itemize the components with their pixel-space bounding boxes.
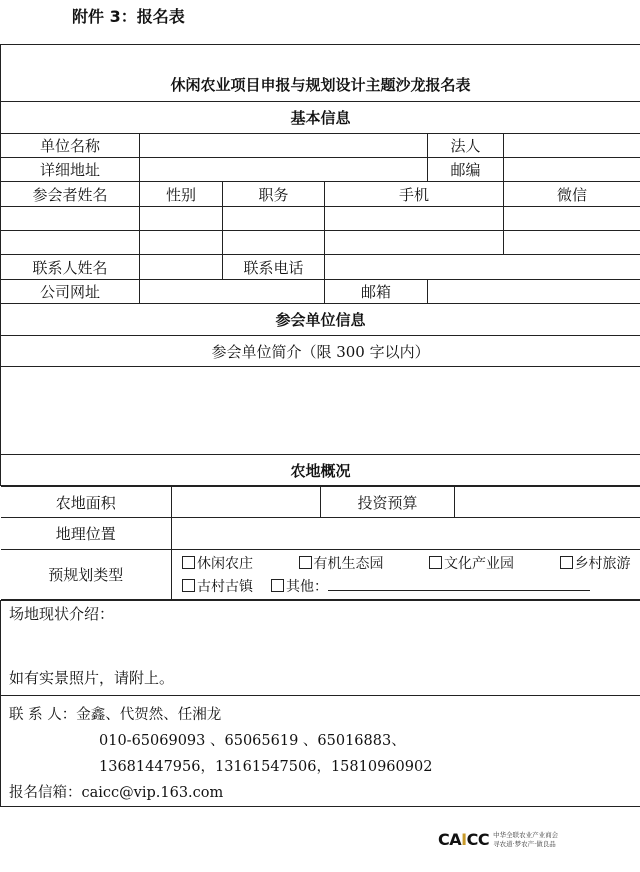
checkbox-icon[interactable] [271,579,284,592]
email-field[interactable] [428,280,640,304]
address-field[interactable] [140,158,428,182]
position-label: 职务 [223,182,325,207]
unit-info-heading: 参会单位信息 [1,304,640,336]
option-rural-tourism[interactable]: 乡村旅游 [560,553,631,573]
gender-label: 性别 [140,182,223,207]
participant-cell[interactable] [1,207,140,231]
checkbox-icon[interactable] [299,556,312,569]
company-site-label: 公司网址 [1,280,140,304]
unit-name-label: 单位名称 [1,134,140,158]
plan-type-options [172,550,640,600]
participant-cell[interactable] [325,207,504,231]
farm-area-label: 农地面积 [1,487,172,518]
farm-area-field[interactable] [172,487,321,518]
site-intro-label: 场地现状介绍： [9,605,115,623]
participant-cell[interactable] [504,207,640,231]
legal-person-label: 法人 [428,134,504,158]
plan-type-label: 预规划类型 [1,550,172,600]
phones-line-1: 010-65069093 、65065619 、65016883、 [99,733,406,749]
email-label: 邮箱 [325,280,428,304]
location-field[interactable] [172,518,640,550]
option-culture-park[interactable]: 文化产业园 [429,553,514,573]
contact-phone-field[interactable] [325,255,640,280]
participant-cell[interactable] [223,207,325,231]
caicc-logo [438,830,558,849]
wechat-label: 微信 [504,182,640,207]
registration-email: 报名信箱：caicc@vip.163.com [9,785,224,801]
investment-budget-field[interactable] [455,487,640,518]
address-label: 详细地址 [1,158,140,182]
farm-overview-heading: 农地概况 [1,455,640,486]
participant-cell[interactable] [140,207,223,231]
postcode-field[interactable] [504,158,640,182]
participant-cell[interactable] [223,231,325,255]
attachment-title: 附件 3：报名表 [72,7,185,26]
option-organic-park[interactable]: 有机生态园 [299,553,384,573]
participant-cell[interactable] [325,231,504,255]
phones-line-2: 13681447956，13161547506，15810960902 [99,759,433,775]
contact-phone-label: 联系电话 [223,255,325,280]
checkbox-icon[interactable] [182,579,195,592]
contacts-line: 联 系 人：金鑫、代贺然、任湘龙 [9,707,222,723]
form-title: 休闲农业项目申报与规划设计主题沙龙报名表 [1,45,640,102]
participant-cell[interactable] [504,231,640,255]
checkbox-icon[interactable] [560,556,573,569]
option-ancient-village[interactable]: 古村古镇 [182,576,253,596]
site-intro-area[interactable] [1,601,640,696]
contact-name-label: 联系人姓名 [1,255,140,280]
option-other[interactable]: 其他： [271,576,590,596]
contact-name-field[interactable] [140,255,223,280]
photo-note: 如有实景照片，请附上。 [9,669,175,687]
legal-person-field[interactable] [504,134,640,158]
participant-name-label: 参会者姓名 [1,182,140,207]
unit-intro-field[interactable] [1,367,640,455]
postcode-label: 邮编 [428,158,504,182]
participant-cell[interactable] [140,231,223,255]
participant-cell[interactable] [1,231,140,255]
other-input-line[interactable] [328,576,590,591]
option-leisure-farm[interactable]: 休闲农庄 [182,553,253,573]
logo-mark: CAICC [438,830,490,849]
registration-form [0,44,640,807]
contact-info-block [1,696,640,807]
investment-budget-label: 投资预算 [321,487,455,518]
checkbox-icon[interactable] [182,556,195,569]
checkbox-icon[interactable] [429,556,442,569]
unit-name-field[interactable] [140,134,428,158]
location-label: 地理位置 [1,518,172,550]
company-site-field[interactable] [140,280,325,304]
mobile-label: 手机 [325,182,504,207]
basic-info-heading: 基本信息 [1,102,640,134]
unit-intro-label: 参会单位简介（限 300 字以内） [1,336,640,367]
logo-text: 中华全联农业产业商会 寻农道·梦农产·做良品 [493,830,559,848]
